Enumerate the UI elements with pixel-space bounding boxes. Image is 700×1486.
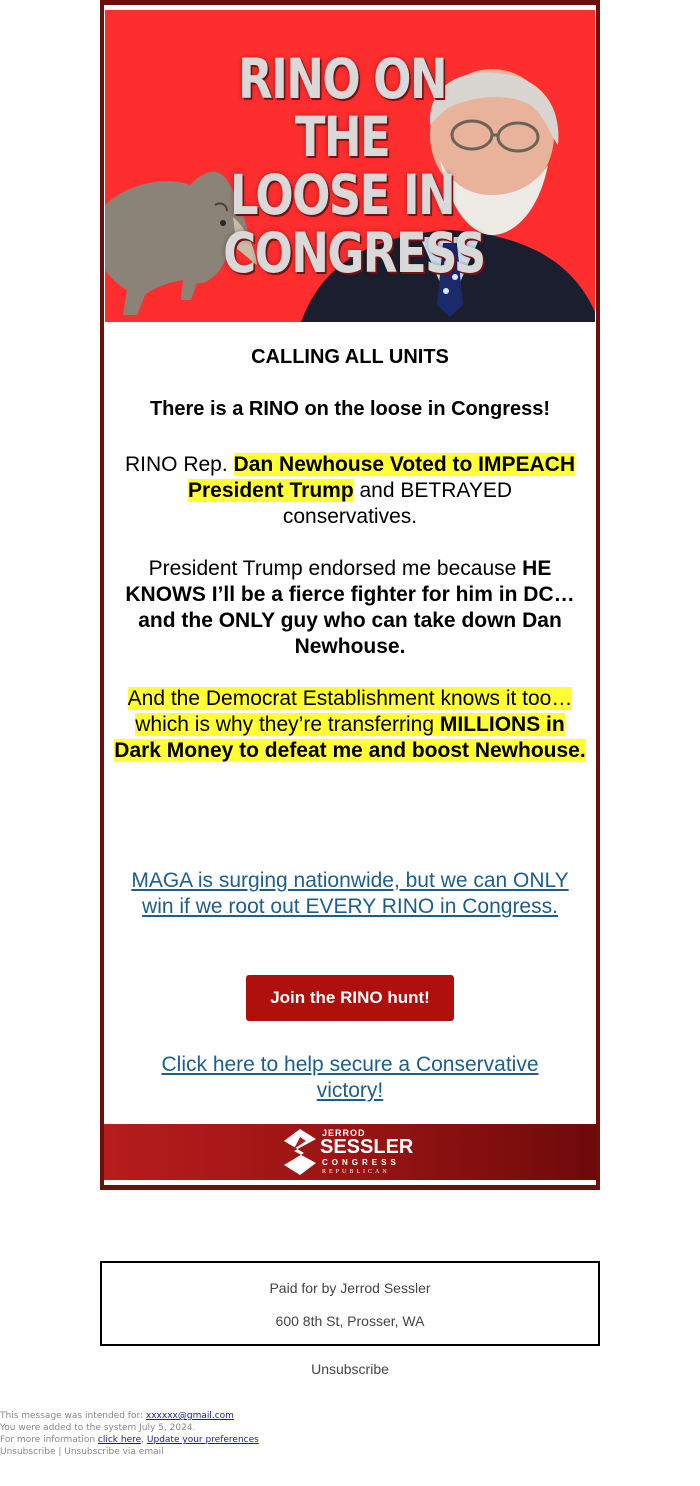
paid-for-box (100, 1261, 600, 1346)
headline: There is a RINO on the loose in Congress! (149, 398, 551, 420)
join-rino-hunt-button[interactable]: Join the RINO hunt! (246, 975, 454, 1021)
unsubscribe-link[interactable]: Unsubscribe (311, 1361, 389, 1377)
paragraph-dark-money (112, 686, 588, 764)
update-preferences-link[interactable]: Update your preferences (146, 1435, 259, 1445)
p3-lead: And the Democrat Establishment knows it too… which is why they’re transferring (127, 687, 573, 736)
hero-title-line: RINO ON THE (238, 47, 446, 169)
hero-title-line: LOOSE IN (229, 163, 455, 227)
logo-office: CONGRESS (322, 1158, 400, 1167)
click-here-link[interactable]: click here (97, 1435, 142, 1445)
more-info-label: For more information (0, 1435, 98, 1445)
unsubscribe-line[interactable]: Unsubscribe | Unsubscribe via email (0, 1447, 164, 1457)
logo-band (104, 1124, 596, 1180)
email-card-inner (104, 5, 596, 1185)
p1-tail: and BETRAYED conservatives. (282, 479, 513, 528)
paid-for-text: Paid for by Jerrod Sessler (269, 1280, 431, 1296)
intended-email-link[interactable]: xxxxxx@gmail.com (145, 1411, 234, 1421)
intended-label: This message was intended for: (0, 1411, 146, 1421)
logo-party: REPUBLICAN (322, 1169, 390, 1175)
hero-title (223, 47, 485, 285)
sessler-logo-icon (280, 1127, 320, 1177)
email-card (100, 0, 600, 1190)
logo-last-name: SESSLER (320, 1136, 414, 1158)
p2-bold: HE KNOWS I’ll be a fierce fighter for him in DC… and the ONLY guy who can take down Dan Newhouse. (125, 557, 575, 658)
paragraph-endorsement (118, 556, 582, 660)
added-line: You were added to the system July 5, 2024. (0, 1423, 196, 1433)
fine-print (0, 1410, 259, 1458)
help-secure-link[interactable]: Click here to help secure a Conservative victory! (161, 1053, 539, 1102)
more-info-line: For more information click here, Update your preferences (0, 1435, 259, 1445)
hero-title-line: CONGRESS (223, 221, 485, 285)
p1-highlight: Dan Newhouse Voted to IMPEACH President Trump (187, 453, 575, 502)
paragraph-impeach (118, 452, 582, 530)
logo-first-name: JERROD (322, 1128, 366, 1138)
address-text: 600 8th St, Prosser, WA (275, 1313, 425, 1329)
p1-lead: RINO Rep. (125, 453, 234, 476)
maga-link[interactable]: MAGA is surging nationwide, but we can ONLY win if we root out EVERY RINO in Congress. (131, 869, 569, 918)
calling-heading: CALLING ALL UNITS (251, 346, 449, 368)
hero-banner (105, 10, 595, 322)
p2-lead: President Trump endorsed me because (148, 557, 523, 580)
p3-bold: MILLIONS in Dark Money to defeat me and boost Newhouse. (114, 713, 586, 762)
intended-line (0, 1410, 259, 1422)
